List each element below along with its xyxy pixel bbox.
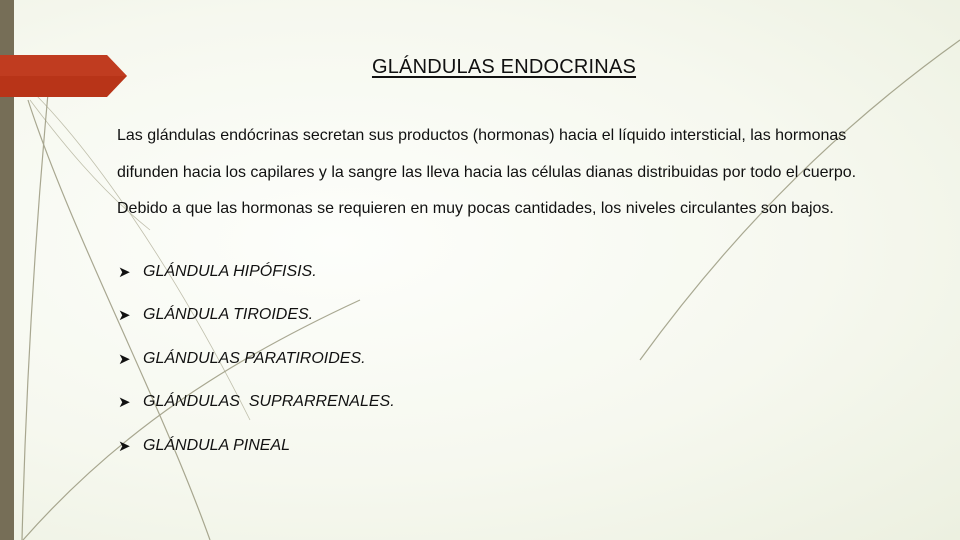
list-item xyxy=(118,250,395,294)
slide-title: GLÁNDULAS ENDOCRINAS xyxy=(371,56,637,78)
list-item xyxy=(118,294,395,338)
arrow-bullet-icon: ➤ xyxy=(118,263,131,281)
list-item xyxy=(118,424,395,468)
intro-line: Las glándulas endócrinas secretan sus productos (hormonas) hacia el líquido intersticial, las hormonas xyxy=(117,127,847,144)
arrow-bullet-icon: ➤ xyxy=(118,437,131,455)
list-item-label: GLÁNDULA PINEAL xyxy=(143,436,291,454)
gland-list xyxy=(118,250,395,468)
list-item-label: GLÁNDULA HIPÓFISIS. xyxy=(143,262,317,280)
arrow-bullet-icon: ➤ xyxy=(118,350,131,368)
list-item xyxy=(118,381,395,425)
list-item-label: GLÁNDULAS PARATIROIDES. xyxy=(143,349,366,367)
intro-line: difunden hacia los capilares y la sangre las lleva hacia las células dianas distribuidas por todo el cuerpo. xyxy=(117,163,857,181)
list-item-label: GLÁNDULAS SUPRARRENALES. xyxy=(143,393,395,411)
intro-line: Debido a que las hormonas se requieren en muy pocas cantidades, los niveles circulantes son bajos. xyxy=(117,200,834,217)
intro-paragraph xyxy=(117,118,947,228)
list-item-label: GLÁNDULA TIROIDES. xyxy=(143,306,314,324)
arrow-bullet-icon: ➤ xyxy=(118,394,131,412)
arrow-bullet-icon: ➤ xyxy=(118,307,131,325)
list-item xyxy=(118,337,395,381)
